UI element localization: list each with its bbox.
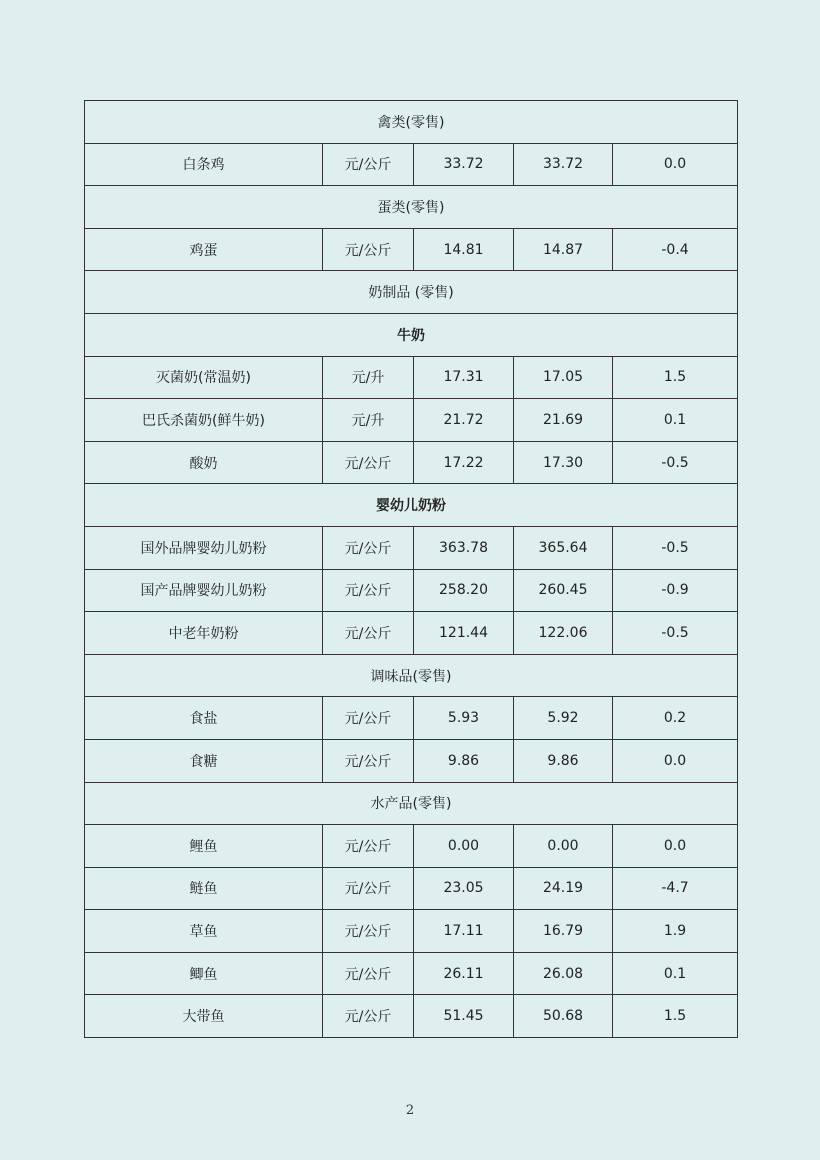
change-cell: 0.0 [613, 825, 738, 868]
change-cell: 1.9 [613, 910, 738, 953]
table-row [85, 441, 738, 484]
change-cell: -0.5 [613, 526, 738, 569]
item-name-cell: 白条鸡 [85, 143, 323, 186]
item-name-cell: 巴氏杀菌奶(鲜牛奶) [85, 399, 323, 442]
price-table [84, 100, 738, 1038]
unit-cell: 元/公斤 [323, 910, 414, 953]
previous-price-cell: 26.08 [514, 952, 613, 995]
item-name-cell: 中老年奶粉 [85, 612, 323, 655]
item-name-cell: 鸡蛋 [85, 228, 323, 271]
unit-cell: 元/公斤 [323, 952, 414, 995]
current-price-cell: 26.11 [414, 952, 514, 995]
previous-price-cell: 5.92 [514, 697, 613, 740]
current-price-cell: 14.81 [414, 228, 514, 271]
current-price-cell: 0.00 [414, 825, 514, 868]
subsection-header: 婴幼儿奶粉 [85, 484, 738, 527]
change-cell: -4.7 [613, 867, 738, 910]
table-row [85, 952, 738, 995]
item-name-cell: 国产品牌婴幼儿奶粉 [85, 569, 323, 612]
item-name-cell: 大带鱼 [85, 995, 323, 1038]
previous-price-cell: 0.00 [514, 825, 613, 868]
section-header: 水产品(零售) [85, 782, 738, 825]
table-row [85, 228, 738, 271]
table-row [85, 399, 738, 442]
section-header-row [85, 654, 738, 697]
change-cell: 0.0 [613, 143, 738, 186]
unit-cell: 元/升 [323, 399, 414, 442]
item-name-cell: 食糖 [85, 739, 323, 782]
item-name-cell: 酸奶 [85, 441, 323, 484]
previous-price-cell: 14.87 [514, 228, 613, 271]
unit-cell: 元/公斤 [323, 569, 414, 612]
item-name-cell: 食盐 [85, 697, 323, 740]
change-cell: 1.5 [613, 356, 738, 399]
unit-cell: 元/公斤 [323, 228, 414, 271]
section-header-row [85, 782, 738, 825]
unit-cell: 元/公斤 [323, 143, 414, 186]
unit-cell: 元/公斤 [323, 995, 414, 1038]
table-row [85, 739, 738, 782]
change-cell: -0.4 [613, 228, 738, 271]
table-row [85, 910, 738, 953]
unit-cell: 元/公斤 [323, 739, 414, 782]
current-price-cell: 51.45 [414, 995, 514, 1038]
current-price-cell: 23.05 [414, 867, 514, 910]
current-price-cell: 17.22 [414, 441, 514, 484]
item-name-cell: 鲫鱼 [85, 952, 323, 995]
subsection-header-row [85, 484, 738, 527]
current-price-cell: 21.72 [414, 399, 514, 442]
current-price-cell: 17.31 [414, 356, 514, 399]
change-cell: -0.9 [613, 569, 738, 612]
unit-cell: 元/公斤 [323, 825, 414, 868]
section-header: 禽类(零售) [85, 101, 738, 144]
table-row [85, 526, 738, 569]
unit-cell: 元/公斤 [323, 697, 414, 740]
item-name-cell: 灭菌奶(常温奶) [85, 356, 323, 399]
unit-cell: 元/公斤 [323, 526, 414, 569]
section-header-row [85, 101, 738, 144]
current-price-cell: 258.20 [414, 569, 514, 612]
section-header-row [85, 186, 738, 229]
change-cell: 1.5 [613, 995, 738, 1038]
price-table-body [85, 101, 738, 1038]
previous-price-cell: 365.64 [514, 526, 613, 569]
unit-cell: 元/公斤 [323, 441, 414, 484]
table-row [85, 356, 738, 399]
previous-price-cell: 260.45 [514, 569, 613, 612]
change-cell: 0.0 [613, 739, 738, 782]
section-header: 奶制品 (零售) [85, 271, 738, 314]
previous-price-cell: 16.79 [514, 910, 613, 953]
section-header: 调味品(零售) [85, 654, 738, 697]
change-cell: 0.2 [613, 697, 738, 740]
previous-price-cell: 21.69 [514, 399, 613, 442]
previous-price-cell: 9.86 [514, 739, 613, 782]
item-name-cell: 国外品牌婴幼儿奶粉 [85, 526, 323, 569]
section-header-row [85, 271, 738, 314]
item-name-cell: 草鱼 [85, 910, 323, 953]
change-cell: -0.5 [613, 441, 738, 484]
current-price-cell: 121.44 [414, 612, 514, 655]
item-name-cell: 鲢鱼 [85, 867, 323, 910]
current-price-cell: 33.72 [414, 143, 514, 186]
previous-price-cell: 33.72 [514, 143, 613, 186]
unit-cell: 元/公斤 [323, 867, 414, 910]
previous-price-cell: 24.19 [514, 867, 613, 910]
page-number: 2 [405, 1103, 415, 1118]
previous-price-cell: 122.06 [514, 612, 613, 655]
unit-cell: 元/公斤 [323, 612, 414, 655]
previous-price-cell: 17.05 [514, 356, 613, 399]
subsection-header: 牛奶 [85, 313, 738, 356]
current-price-cell: 9.86 [414, 739, 514, 782]
item-name-cell: 鲤鱼 [85, 825, 323, 868]
table-row [85, 825, 738, 868]
current-price-cell: 5.93 [414, 697, 514, 740]
previous-price-cell: 50.68 [514, 995, 613, 1038]
table-row [85, 867, 738, 910]
table-row [85, 569, 738, 612]
table-row [85, 697, 738, 740]
current-price-cell: 17.11 [414, 910, 514, 953]
current-price-cell: 363.78 [414, 526, 514, 569]
unit-cell: 元/升 [323, 356, 414, 399]
table-row [85, 995, 738, 1038]
subsection-header-row [85, 313, 738, 356]
change-cell: 0.1 [613, 399, 738, 442]
change-cell: -0.5 [613, 612, 738, 655]
table-row [85, 612, 738, 655]
section-header: 蛋类(零售) [85, 186, 738, 229]
change-cell: 0.1 [613, 952, 738, 995]
previous-price-cell: 17.30 [514, 441, 613, 484]
table-row [85, 143, 738, 186]
